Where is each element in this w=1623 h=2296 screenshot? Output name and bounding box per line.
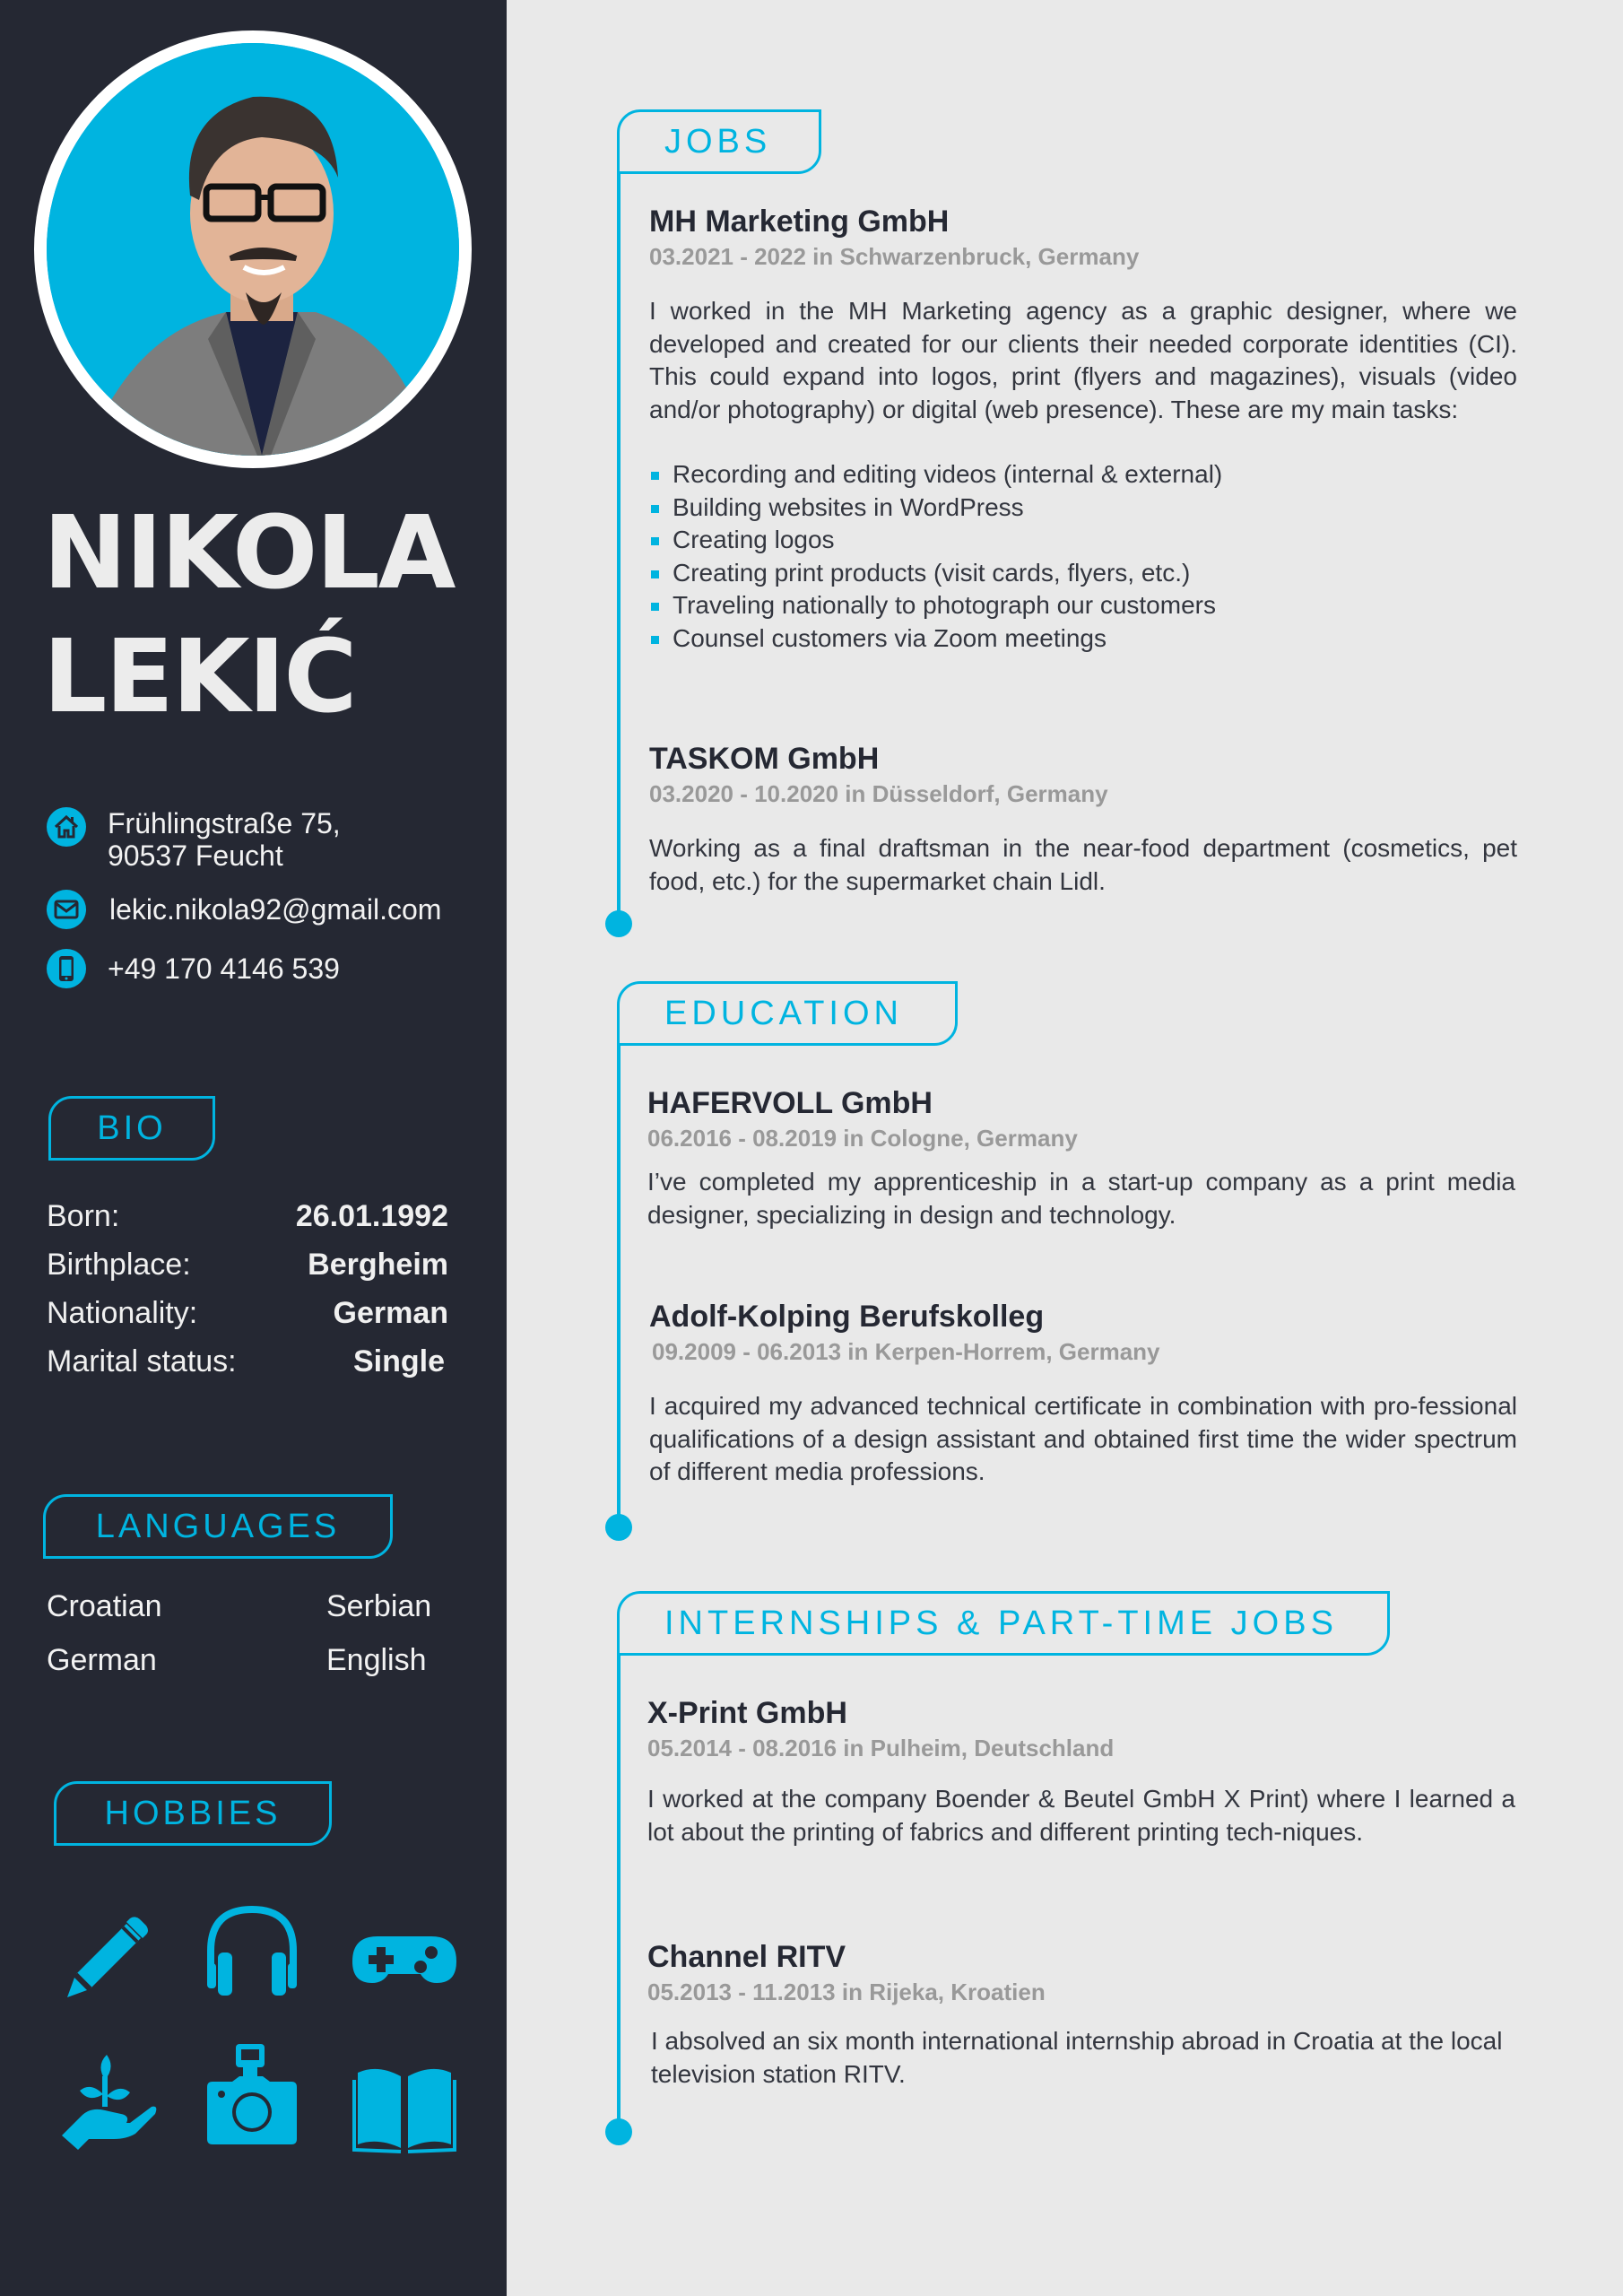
jobs-heading — [617, 109, 821, 174]
bio-heading — [48, 1096, 215, 1161]
school-name: HAFERVOLL GmbH — [647, 1086, 933, 1120]
language-item: German — [47, 1643, 157, 1677]
entry-description: I absolved an six month international internship abroad in Croatia at the local television station RITV. — [651, 2027, 1503, 2088]
entry-description: I acquired my advanced technical certificate in combination with pro-fessional qualifications of a design assistant and obtained first time the wider spectrum of different media professions. — [649, 1392, 1517, 1485]
sidebar — [0, 0, 507, 2296]
internship-entry — [647, 1695, 1515, 1848]
bio-value: Single — [352, 1344, 445, 1378]
education-entry — [649, 1299, 1517, 1489]
contact-address — [47, 807, 341, 872]
company-name: X-Print GmbH — [647, 1696, 847, 1730]
bio-value: 26.01.1992 — [295, 1199, 448, 1233]
bio-row-birthplace — [47, 1247, 448, 1283]
task-item: Counsel customers via Zoom meetings — [649, 622, 1517, 656]
profile-photo-frame — [34, 30, 472, 468]
bio-label: Born: — [47, 1199, 120, 1233]
email-link[interactable]: lekic.nikola92@gmail.com — [109, 893, 442, 926]
entry-meta: 03.2021 - 2022 in Schwarzenbruck, Germany — [649, 243, 1140, 270]
full-name — [43, 491, 454, 739]
bio-label: Marital status: — [47, 1344, 237, 1378]
entry-meta: 05.2014 - 08.2016 in Pulheim, Deutschland — [647, 1735, 1115, 1761]
task-item: Creating logos — [649, 524, 1517, 557]
languages-title: LANGUAGES — [95, 1507, 341, 1545]
hobbies-heading — [54, 1781, 332, 1846]
home-icon — [47, 807, 86, 847]
internships-title: INTERNSHIPS & PART-TIME JOBS — [664, 1604, 1338, 1642]
company-name: MH Marketing GmbH — [649, 204, 950, 239]
education-title: EDUCATION — [664, 994, 903, 1032]
jobs-timeline-dot — [605, 910, 632, 937]
jobs-timeline-line — [617, 172, 621, 924]
education-timeline-dot — [605, 1514, 632, 1541]
entry-description: Working as a final draftsman in the near-food department (cosmetics, pet food, etc.) for the supermarket chain Lidl. — [649, 834, 1517, 895]
internship-entry — [647, 1939, 1515, 2091]
education-entry — [647, 1085, 1515, 1231]
bio-row-born — [47, 1198, 448, 1234]
bio-value: Bergheim — [308, 1248, 448, 1282]
contact-email — [47, 890, 441, 929]
company-name: Channel RITV — [647, 1940, 846, 1974]
education-heading — [617, 981, 958, 1046]
address-line-1: Frühlingstraße 75, — [108, 807, 341, 839]
company-name: TASKOM GmbH — [649, 742, 880, 776]
camera-icon — [194, 2036, 310, 2152]
bio-value: German — [333, 1296, 448, 1330]
hobbies-title: HOBBIES — [104, 1794, 282, 1832]
language-item: English — [326, 1643, 427, 1677]
jobs-title: JOBS — [664, 122, 772, 161]
task-item: Building websites in WordPress — [649, 491, 1517, 525]
first-name: NIKOLA — [43, 495, 455, 612]
gamepad-icon — [346, 1901, 463, 2018]
language-item: Serbian — [326, 1589, 432, 1623]
plant-hand-icon — [50, 2045, 167, 2161]
mail-icon — [47, 890, 86, 929]
task-item: Creating print products (visit cards, flyers, etc.) — [649, 557, 1517, 590]
profile-photo — [47, 43, 459, 456]
phone-number[interactable]: +49 170 4146 539 — [108, 952, 340, 985]
internships-heading — [617, 1591, 1390, 1656]
task-item: Traveling nationally to photograph our customers — [649, 589, 1517, 622]
pencil-icon — [50, 1901, 167, 2018]
job-entry — [649, 741, 1517, 898]
bio-title: BIO — [97, 1109, 167, 1147]
entry-meta: 03.2020 - 10.2020 in Düsseldorf, Germany — [649, 780, 1108, 807]
bio-label: Birthplace: — [47, 1248, 191, 1282]
entry-description: I’ve completed my apprenticeship in a start-up company as a print media designer, specializing in design and technology. — [647, 1168, 1515, 1229]
address-text — [108, 807, 341, 872]
bio-row-marital-status — [47, 1344, 445, 1379]
entry-meta: 09.2009 - 06.2013 in Kerpen-Horrem, Germany — [652, 1338, 1160, 1365]
bio-row-nationality — [47, 1295, 448, 1331]
task-list — [649, 458, 1517, 655]
address-line-2: 90537 Feucht — [108, 839, 283, 872]
last-name: LEKIĆ — [43, 619, 356, 735]
language-item: Croatian — [47, 1589, 162, 1623]
portrait-illustration — [47, 43, 459, 456]
internships-timeline-line — [617, 1654, 621, 2133]
book-icon — [346, 2045, 463, 2161]
bio-label: Nationality: — [47, 1296, 198, 1330]
entry-meta: 05.2013 - 11.2013 in Rijeka, Kroatien — [647, 1979, 1046, 2005]
entry-description: I worked in the MH Marketing agency as a graphic designer, where we developed and created for our clients their needed corporate identities (CI). This could expand into logos, print (flyers and magazines), visuals (video and/or photography) or digital (web presence). These are my main tasks: — [649, 297, 1517, 423]
headphones-icon — [194, 1892, 310, 2009]
entry-description: I worked at the company Boender & Beutel GmbH X Print) where I learned a lot about the printing of fabrics and different printing tech-niques. — [647, 1785, 1515, 1846]
languages-heading — [43, 1494, 393, 1559]
phone-icon — [47, 949, 86, 988]
task-item: Recording and editing videos (internal & external) — [649, 458, 1517, 491]
entry-meta: 06.2016 - 08.2019 in Cologne, Germany — [647, 1125, 1078, 1152]
contact-phone — [47, 949, 340, 988]
education-timeline-line — [617, 1044, 621, 1528]
job-entry — [649, 204, 1517, 655]
internships-timeline-dot — [605, 2118, 632, 2145]
school-name: Adolf-Kolping Berufskolleg — [649, 1300, 1045, 1334]
